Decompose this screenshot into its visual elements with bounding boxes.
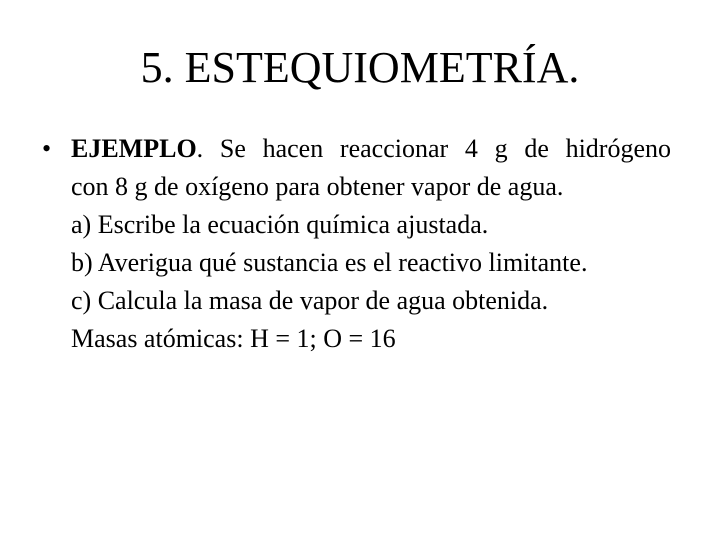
bullet-text [71, 130, 671, 358]
bullet-line-1 [71, 130, 671, 168]
question-c: c) Calcula la masa de vapor de agua obtenida. [71, 286, 549, 315]
bullet-marker: • [42, 134, 52, 163]
question-b: b) Averigua qué sustancia es el reactivo limitante. [71, 248, 588, 277]
question-a: a) Escribe la ecuación química ajustada. [71, 210, 489, 239]
bullet-line-2: con 8 g de oxígeno para obtener vapor de agua. [71, 172, 564, 201]
example-statement-start: . Se hacen reaccionar 4 g de hidrógeno [196, 134, 671, 163]
example-label: EJEMPLO [71, 134, 197, 163]
slide-title: 5. ESTEQUIOMETRÍA. [140, 43, 580, 92]
atomic-masses: Masas atómicas: H = 1; O = 16 [71, 324, 396, 353]
